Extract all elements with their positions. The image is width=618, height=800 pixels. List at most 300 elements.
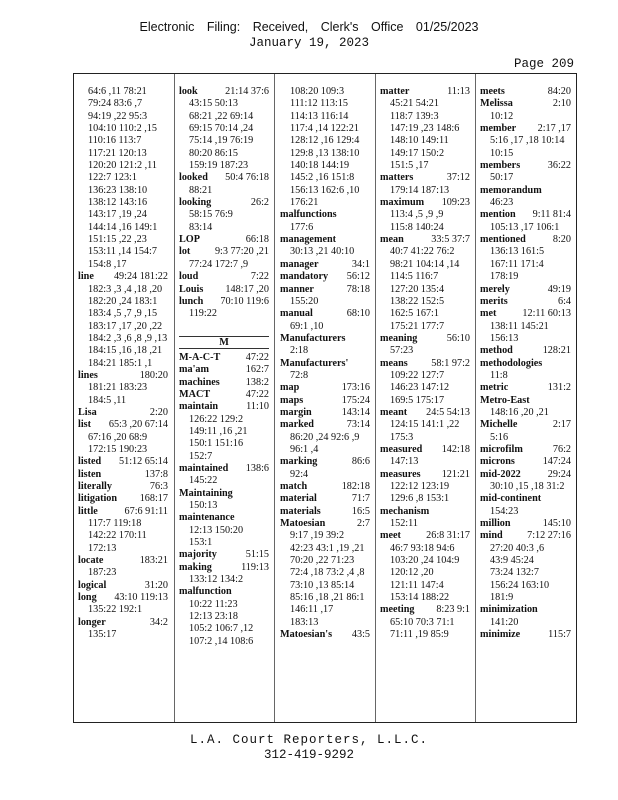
index-entry	[480, 98, 571, 110]
index-entry	[380, 358, 470, 370]
index-continuation-line: 94:19 ,22 95:3	[88, 110, 148, 122]
index-headword: lunch	[179, 295, 204, 307]
index-headword: materials	[280, 505, 321, 517]
blank-line	[179, 321, 269, 333]
index-headword: matter	[380, 86, 410, 97]
index-continuation-line: 136:13 161:5	[490, 246, 545, 258]
index-headword: memorandum	[480, 184, 542, 196]
index-entry	[78, 469, 168, 481]
index-continuation-line: 172:15 190:23	[88, 443, 148, 455]
index-continuation-line: 10:12	[490, 110, 514, 122]
index-headword: listed	[78, 456, 102, 468]
index-references: 2:17	[552, 419, 571, 431]
index-continuation-line: 104:10 110:2 ,15	[88, 123, 157, 135]
index-headword: marking	[280, 456, 318, 468]
index-continuation-line: 69:15 70:14 ,24	[189, 123, 254, 135]
index-references: 47:22	[245, 388, 269, 400]
index-headword: manager	[280, 258, 319, 270]
index-headword: mentioned	[480, 234, 526, 246]
index-entry	[179, 234, 269, 246]
index-continuation-line: 58:15 76:9	[189, 209, 233, 221]
index-references: 71:7	[351, 493, 370, 505]
index-entry	[280, 358, 370, 370]
index-headword: maintained	[179, 462, 229, 474]
deposition-date: January 19, 2023	[248, 36, 370, 50]
index-continuation-line: 96:1 ,4	[290, 443, 319, 455]
index-continuation-line: 147:13	[390, 456, 419, 468]
column-divider	[475, 74, 476, 722]
index-entry	[78, 506, 168, 518]
index-continuation-line: 167:11 171:4	[490, 258, 544, 270]
index-references: 6:4	[557, 295, 571, 307]
index-continuation-line: 187:23	[88, 567, 117, 579]
index-continuation-line: 73:24 132:7	[490, 567, 539, 579]
index-continuation-line: 12:13 23:18	[189, 611, 238, 623]
index-headword: map	[280, 382, 300, 394]
index-continuation-line: 103:20 ,24 104:9	[390, 555, 460, 567]
index-continuation-line: 5:16	[490, 431, 509, 443]
index-continuation-line: 179:14 187:13	[390, 184, 450, 196]
index-continuation-line: 135:22 192:1	[88, 604, 143, 616]
index-entry	[179, 172, 269, 184]
index-continuation-line: 156:13	[490, 332, 519, 344]
index-continuation-line: 182:3 ,3 ,4 ,18 ,20	[88, 283, 163, 295]
index-continuation-line: 153:11 ,14 154:7	[88, 246, 157, 258]
index-continuation-line: 79:24 83:6 ,7	[88, 98, 143, 110]
index-headword: lines	[78, 369, 98, 381]
index-headword: looking	[179, 197, 212, 209]
index-continuation-line: 46:23	[490, 197, 514, 209]
index-references: 138:6	[245, 462, 269, 474]
index-entry	[380, 234, 470, 246]
index-headword: meaning	[380, 332, 418, 344]
index-entry	[179, 86, 269, 98]
index-continuation-line: 117:21 120:13	[88, 147, 147, 159]
index-entry	[480, 518, 571, 530]
index-continuation-line: 141:20	[490, 616, 519, 628]
index-entry	[78, 592, 168, 604]
index-headword: material	[280, 493, 317, 505]
index-entry	[380, 604, 470, 616]
index-continuation-line: 140:18 144:19	[290, 160, 350, 172]
index-headword: long	[78, 592, 97, 604]
index-continuation-line: 151:5 ,17	[390, 160, 429, 172]
index-headword: looked	[179, 172, 208, 184]
index-headword: meeting	[380, 604, 415, 616]
index-references: 7:12 27:16	[527, 530, 571, 542]
index-references: 2:7	[356, 518, 370, 530]
index-entry	[179, 562, 269, 574]
index-entry	[380, 506, 470, 518]
index-continuation-line: 129:8 ,13 138:10	[290, 147, 360, 159]
index-entry	[179, 389, 269, 401]
index-entry	[380, 197, 470, 209]
index-entry	[78, 407, 168, 419]
index-entry	[480, 209, 571, 221]
index-continuation-line: 183:13	[290, 616, 319, 628]
index-headword: maps	[280, 394, 304, 406]
index-references: 58:1 97:2	[431, 357, 470, 369]
index-entry	[280, 419, 370, 431]
index-headword: merely	[480, 283, 510, 295]
index-references: 84:20	[547, 86, 571, 97]
index-references: 56:12	[346, 271, 370, 283]
index-headword: manual	[280, 308, 313, 320]
index-references: 29:24	[547, 468, 571, 480]
index-continuation-line: 105:2 106:7 ,12	[189, 623, 254, 635]
index-headword: little	[78, 505, 98, 517]
index-headword: locate	[78, 555, 104, 567]
index-references: 26:8 31:17	[426, 530, 470, 542]
index-continuation-line: 121:11 147:4	[390, 579, 444, 591]
index-references: 50:4 76:18	[225, 172, 269, 184]
index-references: 43:5	[351, 629, 370, 641]
index-continuation-line: 177:6	[290, 221, 314, 233]
index-continuation-line: 57:23	[390, 345, 414, 357]
index-continuation-line: 151:15 ,22 ,23	[88, 234, 147, 246]
index-references: 34:1	[351, 258, 370, 270]
index-entry	[78, 419, 168, 431]
index-references: 2:17 ,17	[537, 123, 571, 135]
index-references: 138:2	[245, 376, 269, 388]
index-entry	[480, 604, 571, 616]
index-references: 180:20	[139, 369, 168, 381]
page-number: Page 209	[513, 57, 574, 71]
index-entry	[480, 444, 571, 456]
index-entry	[480, 345, 571, 357]
index-entry	[78, 271, 168, 283]
index-continuation-line: 183:17 ,17 ,20 ,22	[88, 320, 163, 332]
index-references: 115:7	[548, 629, 571, 641]
index-continuation-line: 72:4 ,18 73:2 ,4 ,8	[290, 567, 365, 579]
index-headword: meets	[480, 86, 505, 97]
index-continuation-line: 27:20 40:3 ,6	[490, 542, 545, 554]
index-continuation-line: 159:19 187:23	[189, 160, 249, 172]
index-continuation-line: 86:20 ,24 92:6 ,9	[290, 431, 360, 443]
index-continuation-line: 169:5 175:17	[390, 394, 445, 406]
index-continuation-line: 127:20 135:4	[390, 283, 445, 295]
index-headword: Matoesian's	[280, 629, 333, 641]
index-continuation-line: 73:10 ,13 85:14	[290, 579, 355, 591]
index-continuation-line: 154:8 ,17	[88, 258, 127, 270]
index-headword: malfunctions	[280, 209, 337, 221]
index-references: 21:14 37:6	[225, 86, 269, 97]
index-references: 142:18	[441, 443, 470, 455]
index-continuation-line: 182:20 ,24 183:1	[88, 295, 158, 307]
index-continuation-line: 2:18	[290, 345, 309, 357]
index-references: 47:22	[245, 351, 269, 363]
index-entry	[480, 296, 571, 308]
index-references: 36:22	[547, 160, 571, 172]
index-continuation-line: 69:1 ,10	[290, 320, 324, 332]
index-continuation-line: 72:8	[290, 369, 309, 381]
index-headword: method	[480, 345, 513, 357]
index-continuation-line: 10:22 11:23	[189, 598, 238, 610]
index-entry	[179, 463, 269, 475]
index-headword: measured	[380, 443, 423, 455]
index-continuation-line: 148:10 149:11	[390, 135, 449, 147]
index-references: 162:7	[245, 364, 269, 376]
index-continuation-line: 133:12 134:2	[189, 574, 244, 586]
index-continuation-line: 12:13 150:20	[189, 524, 244, 536]
index-headword: Metro-East	[480, 394, 530, 406]
index-headword: Melissa	[480, 98, 513, 110]
index-entry	[480, 185, 571, 197]
index-headword: list	[78, 419, 92, 431]
index-entry	[179, 401, 269, 413]
index-entry	[380, 469, 470, 481]
index-headword: litigation	[78, 493, 118, 505]
index-headword: Manufacturers'	[280, 357, 349, 369]
index-entry	[480, 395, 571, 407]
index-entry	[280, 259, 370, 271]
index-entry	[280, 395, 370, 407]
index-headword: mind	[480, 530, 503, 542]
index-entry	[480, 419, 571, 431]
index-entry	[179, 377, 269, 389]
index-entry	[179, 246, 269, 258]
index-references: 11:13	[447, 86, 470, 97]
index-references: 73:14	[346, 419, 370, 431]
index-references: 16:5	[351, 505, 370, 517]
index-continuation-line: 149:11 ,16 ,21	[189, 425, 248, 437]
index-references: 31:20	[144, 579, 168, 591]
index-headword: meant	[380, 406, 408, 418]
index-headword: Michelle	[480, 419, 518, 431]
index-references: 9:11 81:4	[532, 209, 571, 221]
index-headword: Louis	[179, 283, 204, 295]
index-continuation-line: 153:14 188:22	[390, 592, 450, 604]
index-references: 2:10	[552, 98, 571, 110]
index-entry	[480, 284, 571, 296]
index-entry	[78, 370, 168, 382]
index-headword: million	[480, 518, 511, 530]
index-continuation-line: 181:9	[490, 592, 514, 604]
index-continuation-line: 68:21 ,22 69:14	[189, 110, 254, 122]
index-references: 49:19	[547, 283, 571, 295]
index-references: 78:18	[346, 283, 370, 295]
index-entry	[480, 358, 571, 370]
index-continuation-line: 122:7 123:1	[88, 172, 137, 184]
index-entry	[280, 493, 370, 505]
index-references: 137:8	[144, 468, 168, 480]
index-continuation-line: 181:21 183:23	[88, 382, 148, 394]
index-headword: means	[380, 357, 408, 369]
index-headword: Maintaining	[179, 487, 233, 499]
index-references: 76:3	[149, 481, 168, 492]
index-headword: Matoesian	[280, 518, 326, 530]
index-references: 33:5 37:7	[431, 234, 470, 246]
index-continuation-line: 149:17 150:2	[390, 147, 445, 159]
index-entry	[179, 271, 269, 283]
index-continuation-line: 118:7 139:3	[390, 110, 439, 122]
index-continuation-line: 45:21 54:21	[390, 98, 439, 110]
index-headword: metric	[480, 382, 509, 394]
index-continuation-line: 43:9 45:24	[490, 555, 534, 567]
index-headword: mid-continent	[480, 493, 542, 505]
index-headword: logical	[78, 579, 107, 591]
index-entry	[380, 86, 470, 98]
index-headword: match	[280, 481, 308, 492]
index-entry	[380, 333, 470, 345]
index-entry	[280, 506, 370, 518]
index-continuation-line: 83:14	[189, 221, 213, 233]
index-continuation-line: 43:15 50:13	[189, 98, 238, 110]
index-headword: maintain	[179, 401, 219, 413]
index-headword: manner	[280, 283, 314, 295]
index-headword: meet	[380, 530, 401, 542]
index-headword: management	[280, 234, 337, 246]
index-continuation-line: 184:21 185:1 ,1	[88, 357, 153, 369]
index-entry	[280, 333, 370, 345]
index-references: 11:10	[246, 401, 269, 413]
index-entry	[480, 456, 571, 468]
index-references: 34:2	[149, 616, 168, 628]
index-references: 183:21	[139, 555, 168, 567]
index-continuation-line: 156:24 163:10	[490, 579, 550, 591]
reporter-phone: 312-419-9292	[263, 748, 354, 762]
index-headword: making	[179, 561, 212, 573]
index-continuation-line: 150:1 151:16	[189, 438, 244, 450]
index-references: 49:24 181:22	[113, 271, 168, 283]
index-headword: mechanism	[380, 505, 430, 517]
index-references: 51:12 65:14	[119, 456, 168, 468]
index-entry	[78, 555, 168, 567]
index-references: 12:11 60:13	[522, 308, 571, 320]
index-headword: malfunction	[179, 586, 232, 598]
index-continuation-line: 120:20 121:2 ,11	[88, 160, 157, 172]
index-headword: margin	[280, 406, 312, 418]
index-column-1	[78, 86, 168, 641]
index-references: 8:20	[552, 234, 571, 246]
word-index-box	[73, 73, 577, 723]
index-headword: maintenance	[179, 512, 235, 524]
index-entry	[480, 629, 571, 641]
index-entry	[480, 530, 571, 542]
index-continuation-line: 156:13 162:6 ,10	[290, 184, 360, 196]
index-continuation-line: 108:20 109:3	[290, 86, 345, 97]
index-continuation-line: 105:13 ,17 106:1	[490, 221, 560, 233]
index-entry	[480, 493, 571, 505]
index-continuation-line: 155:20	[290, 295, 319, 307]
index-column-5	[480, 86, 571, 641]
index-continuation-line: 111:12 113:15	[290, 98, 349, 110]
index-continuation-line: 143:17 ,19 ,24	[88, 209, 147, 221]
index-entry	[280, 456, 370, 468]
index-references: 51:15	[245, 549, 269, 561]
index-references: 2:20	[149, 406, 168, 418]
index-headword: majority	[179, 549, 217, 561]
index-references: 145:10	[542, 518, 571, 530]
index-headword: mean	[380, 234, 404, 246]
index-headword: Lisa	[78, 406, 97, 418]
index-headword: listen	[78, 468, 102, 480]
index-continuation-line: 146:11 ,17	[290, 604, 334, 616]
index-headword: ma'am	[179, 364, 209, 376]
index-headword: microns	[480, 456, 515, 468]
index-continuation-line: 75:14 ,19 76:19	[189, 135, 254, 147]
index-headword: maximum	[380, 197, 425, 209]
index-references: 68:10	[346, 308, 370, 320]
index-continuation-line: 146:23 147:12	[390, 382, 450, 394]
index-references: 148:17 ,20	[225, 283, 269, 295]
index-headword: measures	[380, 468, 421, 480]
index-references: 128:21	[542, 345, 571, 357]
index-continuation-line: 110:16 113:7	[88, 135, 142, 147]
index-entry	[280, 271, 370, 283]
index-entry	[179, 488, 269, 500]
index-continuation-line: 88:21	[189, 184, 213, 196]
index-entry	[280, 629, 370, 641]
index-entry	[480, 160, 571, 172]
index-continuation-line: 114:13 116:14	[290, 110, 349, 122]
index-continuation-line: 107:2 ,14 108:6	[189, 635, 254, 647]
index-column-3	[280, 86, 370, 641]
index-references: 175:24	[341, 394, 370, 406]
index-continuation-line: 85:16 ,18 ,21 86:1	[290, 592, 365, 604]
index-continuation-line: 128:12 ,16 129:4	[290, 135, 360, 147]
index-headword: mandatory	[280, 271, 329, 283]
index-references: 26:2	[250, 197, 269, 209]
index-entry	[380, 530, 470, 542]
index-continuation-line: 115:8 140:24	[390, 221, 444, 233]
index-continuation-line: 109:22 127:7	[390, 369, 445, 381]
index-entry	[179, 586, 269, 598]
index-continuation-line: 153:1	[189, 537, 213, 549]
index-entry	[179, 364, 269, 376]
index-continuation-line: 145:22	[189, 475, 218, 487]
index-references: 109:23	[441, 197, 470, 209]
index-continuation-line: 40:7 41:22 76:2	[390, 246, 455, 258]
index-entry	[380, 444, 470, 456]
index-continuation-line: 142:22 170:11	[88, 530, 147, 542]
index-continuation-line: 113:4 ,5 ,9 ,9	[390, 209, 444, 221]
column-divider	[174, 74, 175, 722]
index-headword: lot	[179, 246, 191, 258]
index-continuation-line: 65:10 70:3 71:1	[390, 616, 455, 628]
index-continuation-line: 10:15	[490, 147, 514, 159]
index-headword: minimization	[480, 604, 538, 616]
column-divider	[274, 74, 275, 722]
index-continuation-line: 114:5 116:7	[390, 271, 439, 283]
index-continuation-line: 30:10 ,15 ,18 31:2	[490, 481, 565, 492]
section-letter-heading: M	[179, 336, 269, 349]
index-entry	[380, 407, 470, 419]
index-headword: look	[179, 86, 198, 97]
index-references: 66:18	[245, 234, 269, 246]
index-references: 56:10	[446, 332, 470, 344]
index-entry	[280, 308, 370, 320]
index-entry	[480, 234, 571, 246]
index-continuation-line: 64:6 ,11 78:21	[88, 86, 147, 97]
index-entry	[179, 284, 269, 296]
index-references: 143:14	[341, 406, 370, 418]
index-continuation-line: 172:13	[88, 542, 117, 554]
index-references: 173:16	[341, 382, 370, 394]
index-entry	[380, 172, 470, 184]
index-entry	[480, 86, 571, 98]
index-continuation-line: 152:7	[189, 450, 213, 462]
index-entry	[78, 481, 168, 493]
index-references: 121:21	[441, 468, 470, 480]
index-references: 43:10 119:13	[114, 592, 168, 604]
index-continuation-line: 5:16 ,17 ,18 10:14	[490, 135, 565, 147]
index-continuation-line: 144:14 ,16 149:1	[88, 221, 158, 233]
index-column-4	[380, 86, 470, 641]
index-continuation-line: 117:4 ,14 122:21	[290, 123, 359, 135]
index-headword: literally	[78, 481, 112, 492]
index-continuation-line: 154:23	[490, 505, 519, 517]
